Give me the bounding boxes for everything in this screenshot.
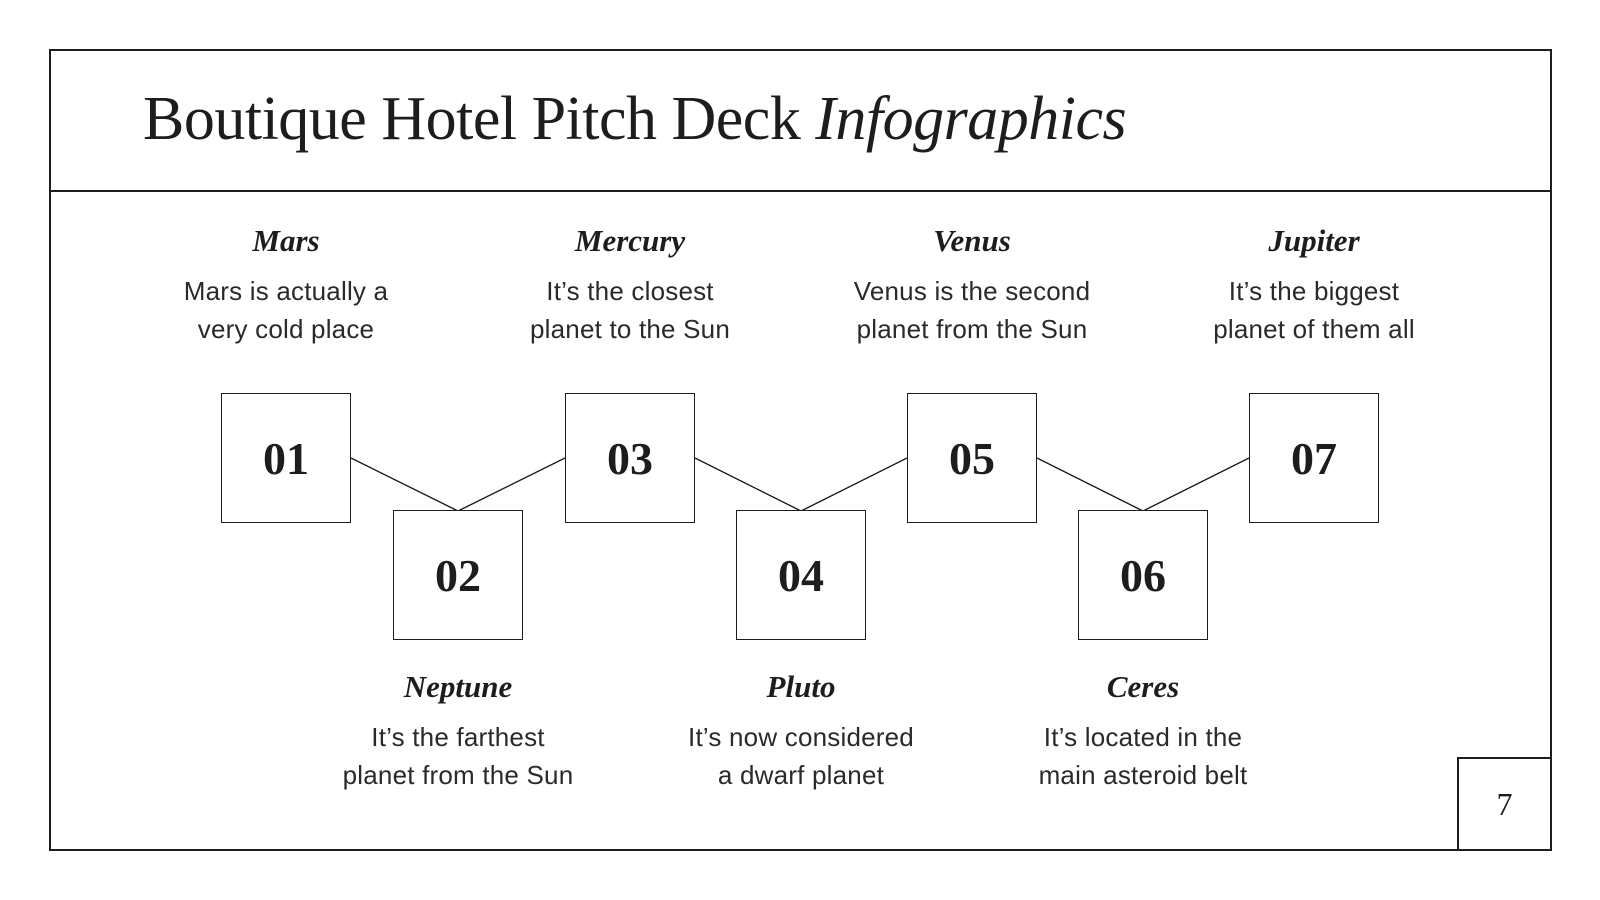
label-group-venus — [807, 222, 1137, 348]
label-group-pluto — [636, 668, 966, 794]
planet-description-line1: Venus is the second — [853, 276, 1091, 306]
planet-description — [807, 272, 1137, 348]
planet-description-line2: planet from the Sun — [856, 314, 1088, 344]
step-number: 04 — [778, 549, 824, 601]
step-number: 06 — [1120, 549, 1166, 601]
planet-name: Neptune — [403, 669, 513, 704]
page-number: 7 — [1496, 785, 1513, 822]
planet-description-line2: planet of them all — [1213, 314, 1415, 344]
planet-description — [636, 718, 966, 794]
planet-name: Jupiter — [1268, 223, 1360, 258]
step-number: 07 — [1291, 432, 1337, 484]
planet-name: Mercury — [574, 223, 686, 258]
step-box-03 — [565, 393, 695, 523]
planet-description-line1: Mars is actually a — [183, 276, 389, 306]
step-number: 02 — [435, 549, 481, 601]
step-number: 03 — [607, 432, 653, 484]
step-box-02 — [393, 510, 523, 640]
step-box-01 — [221, 393, 351, 523]
planet-name: Pluto — [766, 669, 836, 704]
planet-description-line1: It’s the closest — [546, 276, 714, 306]
planet-description-line2: very cold place — [197, 314, 375, 344]
step-box-05 — [907, 393, 1037, 523]
label-group-ceres — [978, 668, 1308, 794]
planet-description — [121, 272, 451, 348]
step-number: 01 — [263, 432, 309, 484]
label-group-jupiter — [1149, 222, 1479, 348]
page-title — [143, 84, 1126, 155]
planet-description-line2: main asteroid belt — [1038, 760, 1248, 790]
planet-description-line2: a dwarf planet — [717, 760, 885, 790]
planet-description-line1: It’s the biggest — [1228, 276, 1400, 306]
planet-description — [978, 718, 1308, 794]
step-box-04 — [736, 510, 866, 640]
step-box-07 — [1249, 393, 1379, 523]
planet-description — [1149, 272, 1479, 348]
planet-name: Mars — [252, 223, 320, 258]
page-title-regular: Boutique Hotel Pitch Deck — [143, 85, 801, 153]
step-box-06 — [1078, 510, 1208, 640]
label-group-mercury — [465, 222, 795, 348]
page-title-italic: Infographics — [815, 85, 1127, 153]
planet-name: Ceres — [1106, 669, 1180, 704]
step-number: 05 — [949, 432, 995, 484]
planet-description-line2: planet from the Sun — [342, 760, 574, 790]
planet-description-line2: planet to the Sun — [530, 314, 730, 344]
label-group-mars — [121, 222, 451, 348]
planet-description-line1: It’s the farthest — [371, 722, 545, 752]
page-number-box — [1457, 757, 1552, 851]
planet-description-line1: It’s now considered — [688, 722, 914, 752]
planet-description — [293, 718, 623, 794]
planet-description — [465, 272, 795, 348]
slide-header — [49, 49, 1552, 192]
planet-name: Venus — [933, 223, 1011, 258]
planet-description-line1: It’s located in the — [1043, 722, 1243, 752]
label-group-neptune — [293, 668, 623, 794]
